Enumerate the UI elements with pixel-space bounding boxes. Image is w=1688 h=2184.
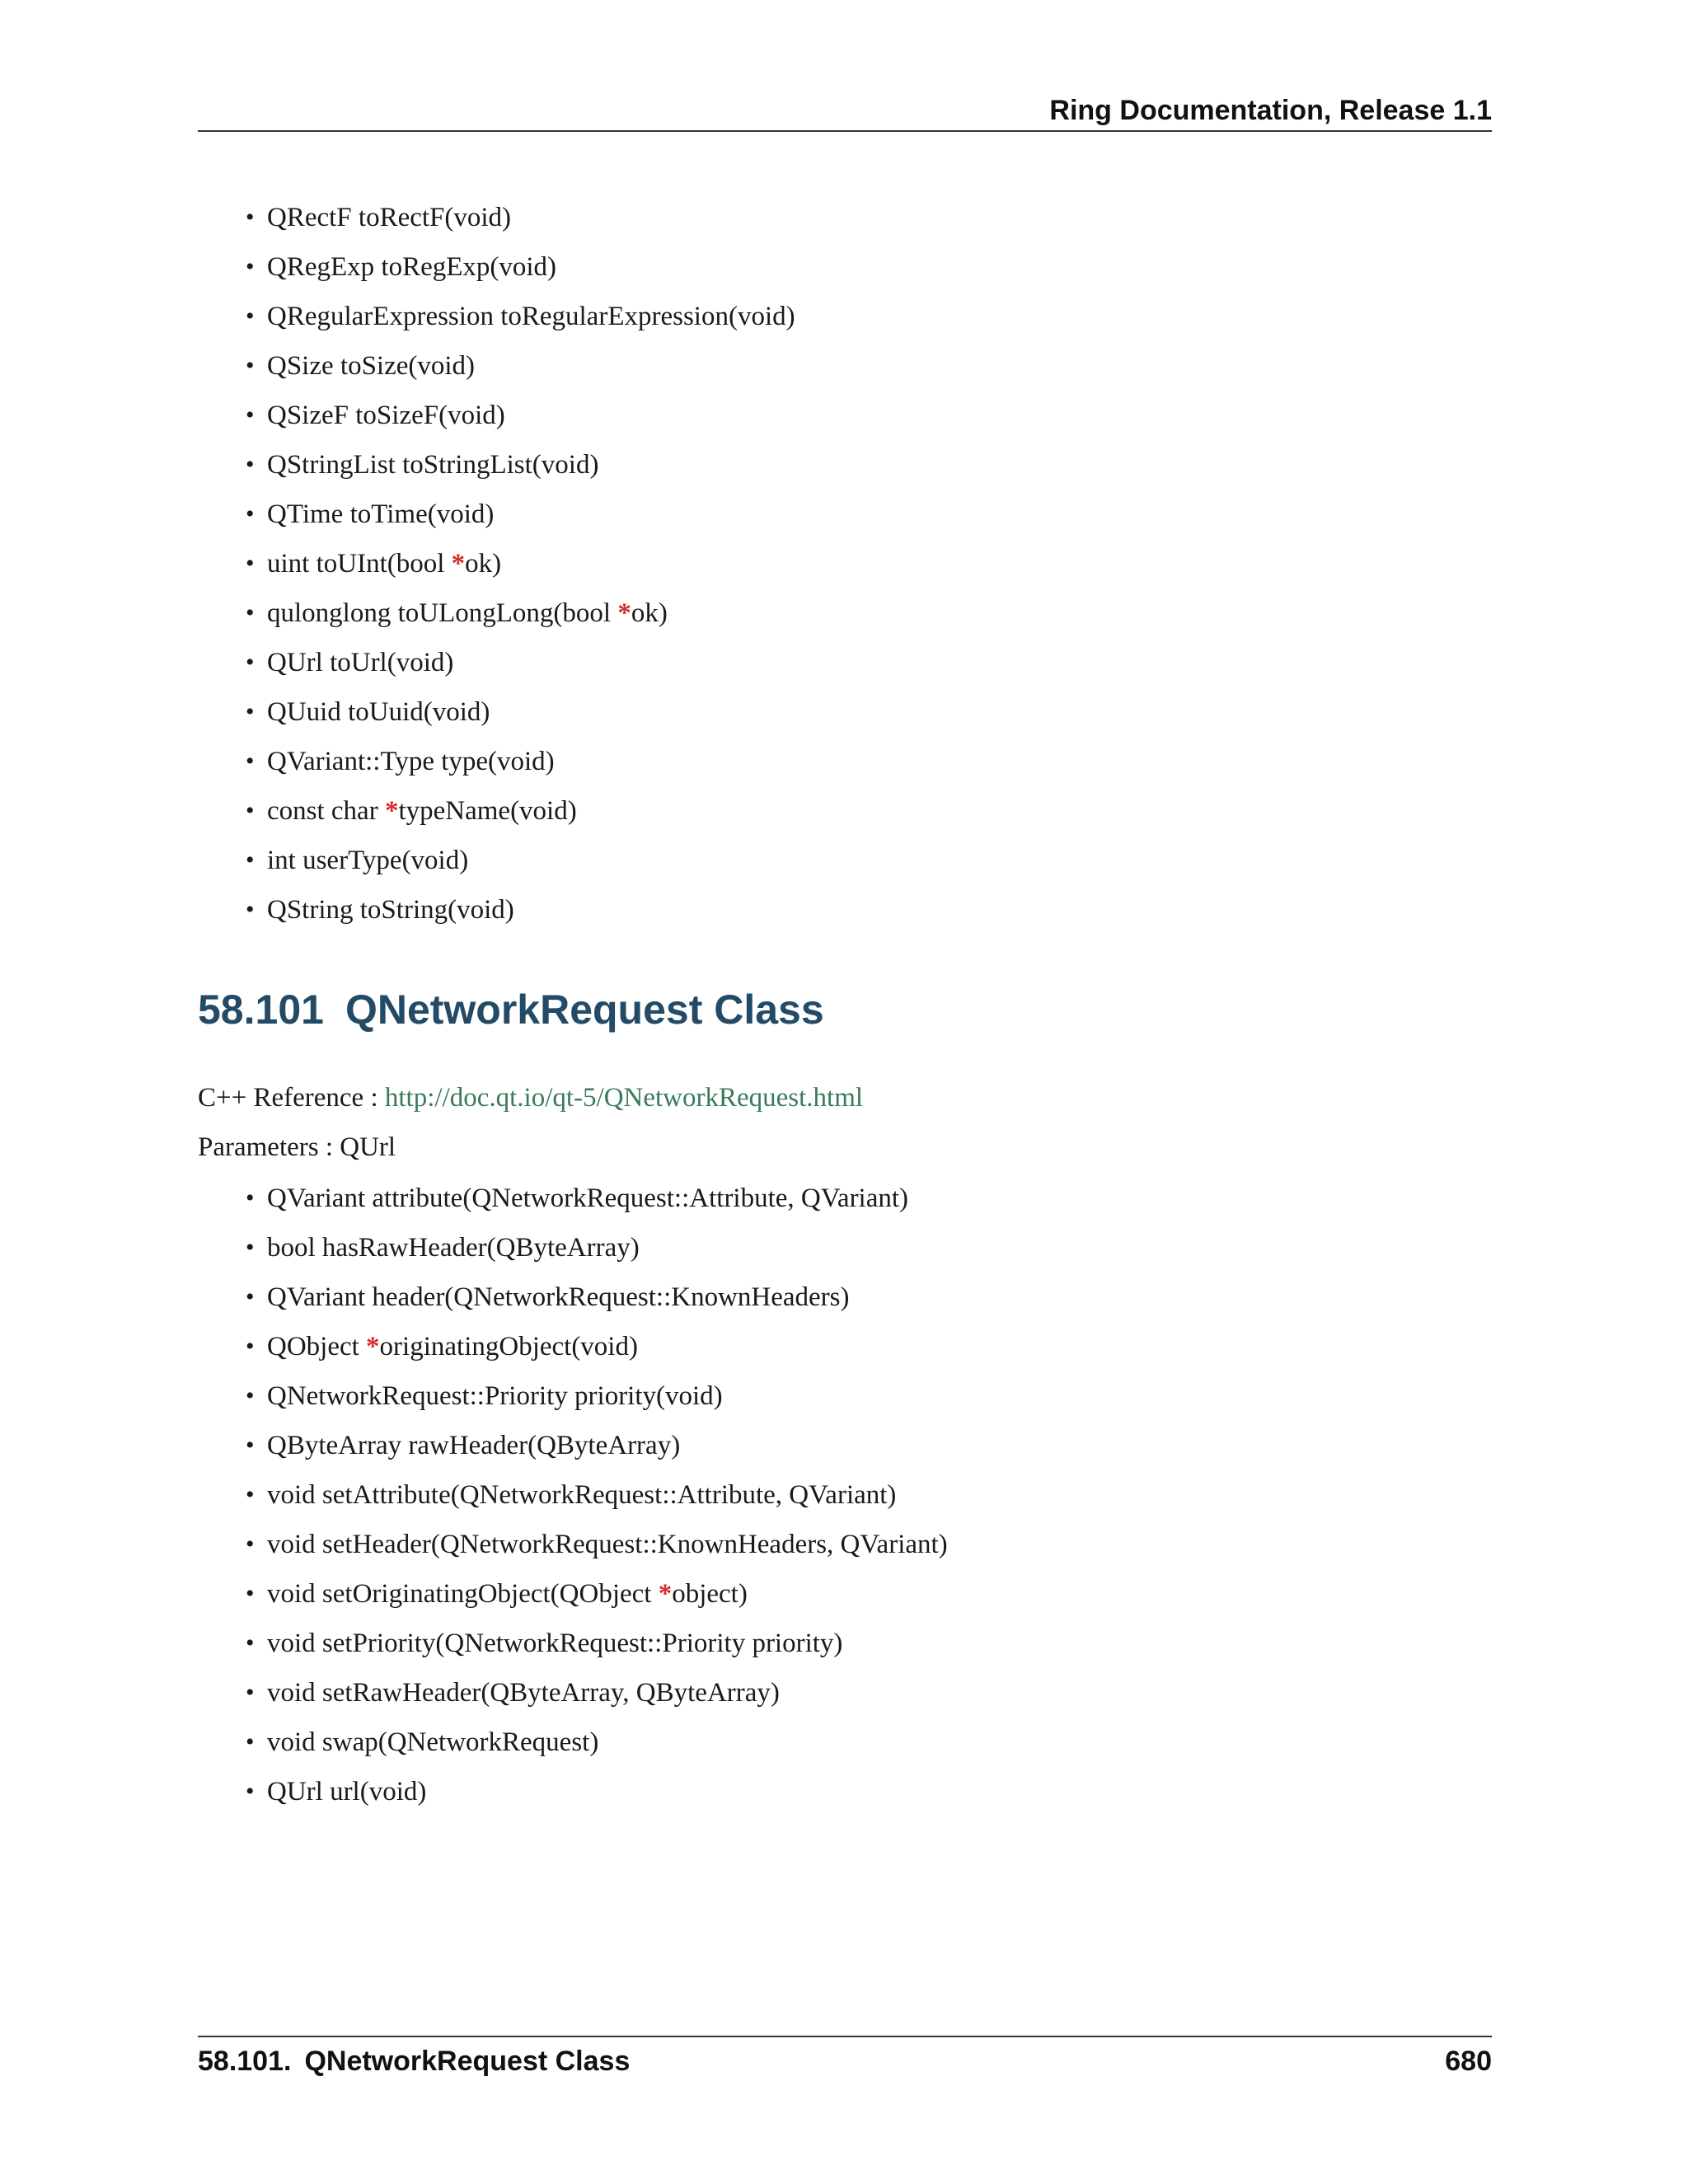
list-item — [246, 1421, 948, 1470]
list-item — [246, 440, 795, 490]
list-item — [246, 1520, 948, 1569]
list-item — [246, 1223, 948, 1272]
bullet-icon: • — [246, 748, 255, 775]
method-signature: void setRawHeader(QByteArray, QByteArray) — [267, 1678, 780, 1708]
list-item — [246, 687, 795, 737]
list-item — [246, 1668, 948, 1718]
list-item — [246, 292, 795, 341]
bullet-icon: • — [246, 1679, 255, 1706]
method-signature: QUuid toUuid(void) — [267, 697, 490, 727]
bullet-icon: • — [246, 1481, 255, 1508]
list-item — [246, 1767, 948, 1816]
method-signature: int userType(void) — [267, 846, 469, 875]
method-signature: QStringList toStringList(void) — [267, 450, 599, 480]
list-item — [246, 1371, 948, 1421]
method-signature-prefix: QObject — [267, 1332, 367, 1361]
list-item — [246, 391, 795, 440]
bullet-icon: • — [246, 500, 255, 527]
method-signature: QUrl url(void) — [267, 1777, 427, 1807]
bullet-icon: • — [246, 302, 255, 330]
method-signature: QSizeF toSizeF(void) — [267, 401, 505, 430]
method-signature: QVariant::Type type(void) — [267, 747, 555, 776]
pointer-asterisk: * — [366, 1332, 380, 1361]
method-signature: QString toString(void) — [267, 895, 514, 925]
list-item — [246, 1619, 948, 1668]
list-item — [246, 885, 795, 935]
bullet-icon: • — [246, 797, 255, 824]
reference-link[interactable]: http://doc.qt.io/qt-5/QNetworkRequest.html — [384, 1083, 864, 1113]
method-signature: void swap(QNetworkRequest) — [267, 1727, 599, 1757]
parameters-line: Parameters : QUrl — [198, 1132, 396, 1162]
method-signature-prefix: qulonglong toULongLong(bool — [267, 598, 618, 628]
method-signature: QVariant attribute(QNetworkRequest::Attribute, QVariant) — [267, 1183, 909, 1213]
method-signature-suffix: object) — [672, 1579, 748, 1609]
method-signature: QSize toSize(void) — [267, 351, 476, 381]
footer-rule — [198, 2036, 1492, 2037]
bullet-icon: • — [246, 1580, 255, 1607]
list-item — [246, 737, 795, 786]
list-item — [246, 1718, 948, 1767]
method-list-qnetworkrequest — [246, 1174, 948, 1816]
bullet-icon: • — [246, 896, 255, 923]
list-item — [246, 836, 795, 885]
bullet-icon: • — [246, 1778, 255, 1805]
cpp-reference-line — [198, 1077, 863, 1118]
method-signature: QRegExp toRegExp(void) — [267, 252, 557, 282]
list-item — [246, 490, 795, 539]
method-signature: QNetworkRequest::Priority priority(void) — [267, 1381, 723, 1411]
footer-section — [198, 2042, 630, 2080]
pointer-asterisk: * — [617, 598, 631, 628]
method-signature-suffix: originatingObject(void) — [379, 1332, 638, 1361]
method-signature: QUrl toUrl(void) — [267, 648, 454, 677]
bullet-icon: • — [246, 698, 255, 725]
list-item — [246, 1272, 948, 1322]
bullet-icon: • — [246, 204, 255, 231]
list-item — [246, 1322, 948, 1371]
section-title-text: QNetworkRequest Class — [345, 987, 824, 1033]
list-item — [246, 638, 795, 687]
method-signature: bool hasRawHeader(QByteArray) — [267, 1233, 640, 1263]
bullet-icon: • — [246, 550, 255, 577]
method-signature-prefix: uint toUInt(bool — [267, 549, 452, 579]
method-signature-suffix: ok) — [631, 598, 668, 628]
list-item — [246, 1470, 948, 1520]
header-rule — [198, 130, 1492, 132]
bullet-icon: • — [246, 1333, 255, 1360]
pointer-asterisk: * — [451, 549, 466, 579]
bullet-icon: • — [246, 1432, 255, 1459]
bullet-icon: • — [246, 1283, 255, 1310]
reference-label: C++ Reference : — [198, 1083, 385, 1113]
method-list-qvariant — [246, 193, 795, 935]
pointer-asterisk: * — [384, 796, 399, 826]
list-item — [246, 341, 795, 391]
bullet-icon: • — [246, 253, 255, 280]
list-item — [246, 588, 795, 638]
bullet-icon: • — [246, 1382, 255, 1409]
bullet-icon: • — [246, 1629, 255, 1657]
method-signature: QByteArray rawHeader(QByteArray) — [267, 1431, 681, 1460]
pointer-asterisk: * — [658, 1579, 673, 1609]
section-number: 58.101 — [198, 987, 324, 1033]
page-number: 680 — [1445, 2046, 1492, 2077]
method-signature: QVariant header(QNetworkRequest::KnownHeaders) — [267, 1282, 850, 1312]
bullet-icon: • — [246, 649, 255, 676]
method-signature: void setHeader(QNetworkRequest::KnownHeaders, QVariant) — [267, 1530, 948, 1559]
list-item — [246, 1174, 948, 1223]
method-signature-prefix: void setOriginatingObject(QObject — [267, 1579, 659, 1609]
list-item — [246, 1569, 948, 1619]
bullet-icon: • — [246, 1184, 255, 1212]
bullet-icon: • — [246, 1234, 255, 1261]
bullet-icon: • — [246, 352, 255, 379]
list-item — [246, 193, 795, 242]
method-signature: void setPriority(QNetworkRequest::Priority priority) — [267, 1629, 843, 1658]
bullet-icon: • — [246, 599, 255, 626]
method-signature: QRegularExpression toRegularExpression(void) — [267, 302, 795, 331]
footer-section-number: 58.101. — [198, 2046, 292, 2077]
method-signature: QTime toTime(void) — [267, 499, 495, 529]
bullet-icon: • — [246, 1530, 255, 1558]
bullet-icon: • — [246, 401, 255, 429]
list-item — [246, 539, 795, 588]
bullet-icon: • — [246, 451, 255, 478]
bullet-icon: • — [246, 1728, 255, 1755]
method-signature-suffix: typeName(void) — [398, 796, 577, 826]
method-signature: QRectF toRectF(void) — [267, 203, 512, 232]
method-signature-suffix: ok) — [465, 549, 502, 579]
section-heading — [198, 981, 824, 1038]
list-item — [246, 786, 795, 836]
method-signature-prefix: const char — [267, 796, 385, 826]
list-item — [246, 242, 795, 292]
method-signature: void setAttribute(QNetworkRequest::Attribute, QVariant) — [267, 1480, 897, 1510]
running-header-title: Ring Documentation, Release 1.1 — [1049, 95, 1492, 126]
bullet-icon: • — [246, 846, 255, 874]
footer-section-title: QNetworkRequest Class — [304, 2046, 631, 2077]
